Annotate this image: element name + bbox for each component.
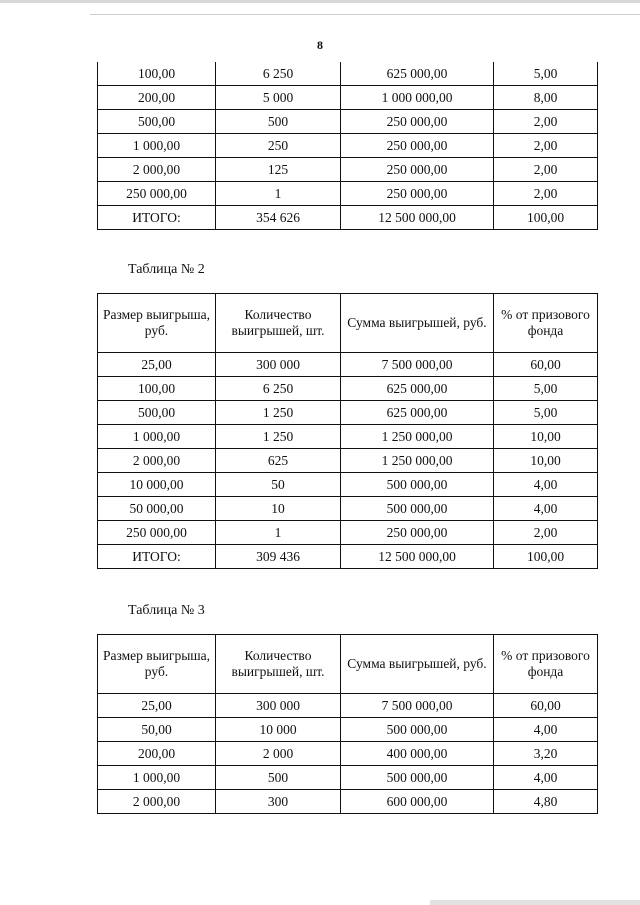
cell-prize-sum: 500 000,00 [341, 497, 494, 521]
cell-prize-size: 500,00 [98, 110, 216, 134]
cell-prize-sum: 250 000,00 [341, 134, 494, 158]
cell-prize-count: 10 000 [216, 718, 341, 742]
header-prize-fund-percent: % от призового фонда [494, 294, 598, 353]
cell-prize-fund-percent: 3,20 [494, 742, 598, 766]
cell-prize-fund-percent: 10,00 [494, 425, 598, 449]
cell-prize-size: 100,00 [98, 62, 216, 86]
table-row [98, 449, 598, 473]
cell-prize-count: 500 [216, 110, 341, 134]
header-prize-sum: Сумма выигрышей, руб. [341, 635, 494, 694]
cell-prize-count: 354 626 [216, 206, 341, 230]
cell-prize-sum: 1 000 000,00 [341, 86, 494, 110]
cell-prize-count: 250 [216, 134, 341, 158]
table3-header-row [98, 635, 598, 694]
table-row [98, 694, 598, 718]
table-row [98, 182, 598, 206]
cell-prize-size: 200,00 [98, 742, 216, 766]
table3-caption: Таблица № 3 [128, 603, 205, 618]
cell-prize-sum: 500 000,00 [341, 473, 494, 497]
table-row [98, 86, 598, 110]
scan-edge-line [90, 14, 640, 15]
cell-prize-count: 5 000 [216, 86, 341, 110]
cell-prize-fund-percent: 60,00 [494, 694, 598, 718]
cell-prize-fund-percent: 4,00 [494, 766, 598, 790]
table-row [98, 353, 598, 377]
cell-prize-fund-percent: 4,00 [494, 718, 598, 742]
cell-prize-sum: 400 000,00 [341, 742, 494, 766]
table2-header-row [98, 294, 598, 353]
prize-table-1-continued [97, 62, 598, 230]
cell-prize-count: 309 436 [216, 545, 341, 569]
cell-prize-count: 300 000 [216, 353, 341, 377]
prize-table-2 [97, 293, 598, 569]
cell-prize-count: 300 [216, 790, 341, 814]
cell-prize-size: 25,00 [98, 353, 216, 377]
cell-prize-fund-percent: 5,00 [494, 377, 598, 401]
cell-prize-fund-percent: 4,00 [494, 497, 598, 521]
table-row [98, 497, 598, 521]
cell-prize-count: 6 250 [216, 377, 341, 401]
table-row [98, 62, 598, 86]
cell-prize-sum: 1 250 000,00 [341, 425, 494, 449]
cell-prize-sum: 250 000,00 [341, 182, 494, 206]
cell-prize-sum: 7 500 000,00 [341, 353, 494, 377]
cell-prize-size: 50,00 [98, 718, 216, 742]
cell-prize-fund-percent: 100,00 [494, 545, 598, 569]
table2-body [98, 353, 598, 569]
table-row [98, 425, 598, 449]
cell-prize-size: 2 000,00 [98, 790, 216, 814]
table-row [98, 206, 598, 230]
table-row [98, 742, 598, 766]
cell-prize-fund-percent: 5,00 [494, 62, 598, 86]
cell-prize-fund-percent: 2,00 [494, 158, 598, 182]
cell-prize-sum: 600 000,00 [341, 790, 494, 814]
table-row [98, 110, 598, 134]
cell-prize-fund-percent: 60,00 [494, 353, 598, 377]
cell-prize-fund-percent: 4,00 [494, 473, 598, 497]
cell-prize-size: ИТОГО: [98, 545, 216, 569]
header-prize-size: Размер выигрыша, руб. [98, 294, 216, 353]
cell-prize-size: 25,00 [98, 694, 216, 718]
cell-prize-count: 500 [216, 766, 341, 790]
cell-prize-sum: 12 500 000,00 [341, 206, 494, 230]
cell-prize-fund-percent: 100,00 [494, 206, 598, 230]
cell-prize-count: 50 [216, 473, 341, 497]
cell-prize-fund-percent: 2,00 [494, 182, 598, 206]
cell-prize-size: 250 000,00 [98, 182, 216, 206]
header-prize-count: Количество выигрышей, шт. [216, 294, 341, 353]
cell-prize-sum: 250 000,00 [341, 158, 494, 182]
table-row [98, 521, 598, 545]
cell-prize-size: 50 000,00 [98, 497, 216, 521]
table3-body [98, 694, 598, 814]
cell-prize-count: 1 250 [216, 425, 341, 449]
page-number: 8 [317, 38, 323, 52]
header-prize-count: Количество выигрышей, шт. [216, 635, 341, 694]
cell-prize-sum: 12 500 000,00 [341, 545, 494, 569]
cell-prize-fund-percent: 4,80 [494, 790, 598, 814]
table-row [98, 790, 598, 814]
table-row [98, 718, 598, 742]
cell-prize-size: 500,00 [98, 401, 216, 425]
cell-prize-sum: 500 000,00 [341, 718, 494, 742]
cell-prize-sum: 7 500 000,00 [341, 694, 494, 718]
table-row [98, 545, 598, 569]
prize-table-3 [97, 634, 598, 814]
cell-prize-fund-percent: 2,00 [494, 521, 598, 545]
cell-prize-sum: 250 000,00 [341, 110, 494, 134]
cell-prize-count: 125 [216, 158, 341, 182]
cell-prize-count: 10 [216, 497, 341, 521]
cell-prize-count: 6 250 [216, 62, 341, 86]
cell-prize-sum: 1 250 000,00 [341, 449, 494, 473]
cell-prize-count: 625 [216, 449, 341, 473]
cell-prize-fund-percent: 2,00 [494, 110, 598, 134]
cell-prize-fund-percent: 8,00 [494, 86, 598, 110]
cell-prize-size: 250 000,00 [98, 521, 216, 545]
cell-prize-count: 2 000 [216, 742, 341, 766]
cell-prize-fund-percent: 10,00 [494, 449, 598, 473]
header-prize-sum: Сумма выигрышей, руб. [341, 294, 494, 353]
cell-prize-size: 1 000,00 [98, 766, 216, 790]
cell-prize-size: 2 000,00 [98, 158, 216, 182]
table-row [98, 401, 598, 425]
scan-edge-top [0, 0, 640, 3]
table-row [98, 158, 598, 182]
cell-prize-sum: 625 000,00 [341, 62, 494, 86]
table1-body [98, 62, 598, 230]
cell-prize-count: 1 [216, 182, 341, 206]
table-row [98, 473, 598, 497]
header-prize-fund-percent: % от призового фонда [494, 635, 598, 694]
header-prize-size: Размер выигрыша, руб. [98, 635, 216, 694]
cell-prize-size: 100,00 [98, 377, 216, 401]
cell-prize-fund-percent: 2,00 [494, 134, 598, 158]
cell-prize-size: ИТОГО: [98, 206, 216, 230]
cell-prize-size: 2 000,00 [98, 449, 216, 473]
table-row [98, 766, 598, 790]
cell-prize-sum: 250 000,00 [341, 521, 494, 545]
table-row [98, 134, 598, 158]
cell-prize-size: 200,00 [98, 86, 216, 110]
cell-prize-count: 300 000 [216, 694, 341, 718]
scan-edge-bottom [430, 900, 640, 905]
cell-prize-size: 1 000,00 [98, 425, 216, 449]
cell-prize-count: 1 [216, 521, 341, 545]
cell-prize-fund-percent: 5,00 [494, 401, 598, 425]
cell-prize-size: 1 000,00 [98, 134, 216, 158]
cell-prize-sum: 625 000,00 [341, 401, 494, 425]
table2-caption: Таблица № 2 [128, 262, 205, 277]
cell-prize-count: 1 250 [216, 401, 341, 425]
cell-prize-sum: 500 000,00 [341, 766, 494, 790]
cell-prize-sum: 625 000,00 [341, 377, 494, 401]
cell-prize-size: 10 000,00 [98, 473, 216, 497]
table-row [98, 377, 598, 401]
